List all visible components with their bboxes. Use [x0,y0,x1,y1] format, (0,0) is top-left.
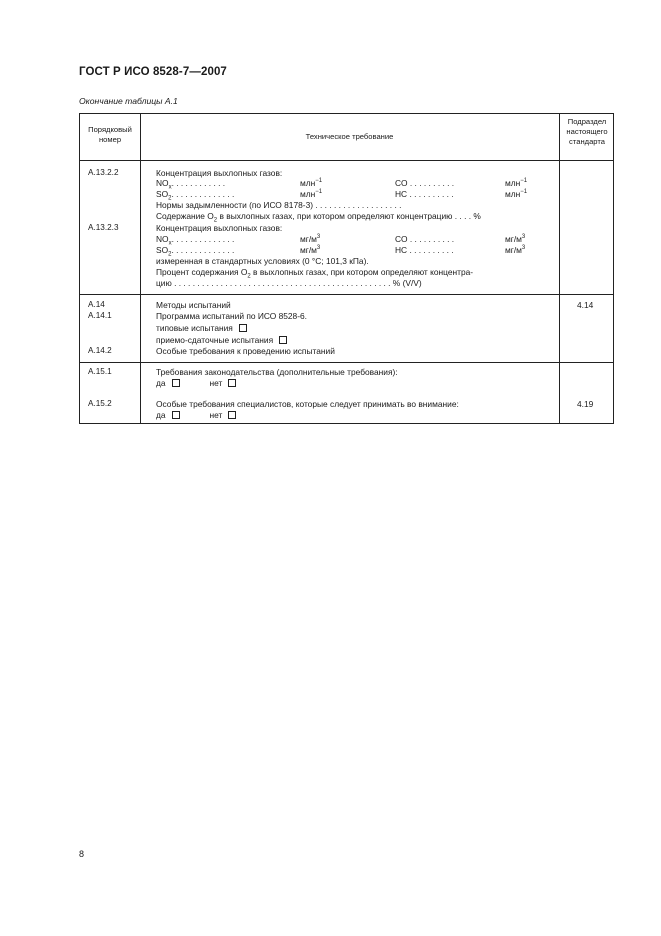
row-number: А.13.2.3 [88,223,119,232]
requirement-text: Программа испытаний по ИСО 8528-6. [156,311,307,321]
so2-unit [300,189,322,199]
no-label: нет [209,378,223,388]
row-divider [80,294,613,295]
type-tests-checkbox[interactable] [239,324,247,332]
requirement-text: Методы испытаний [156,300,231,310]
oxygen-text-end: в выхлопных газах, при котором определяют концентрацию . . . . % [217,211,481,221]
oxygen-text: Процент содержания O [156,267,248,277]
unit-superscript: 3 [316,234,321,241]
yes-label: да [156,410,166,420]
so2-subscript: 2 [168,195,172,202]
oxygen-text: Содержание O [156,211,214,221]
no-label: нет [209,410,223,420]
hc-dots: . . . . . . . . . . [409,245,454,255]
so2-subscript: 2 [168,251,172,258]
requirements-table [79,113,614,424]
nox-subscript: x [168,240,172,247]
oxygen-percent-line [156,267,474,280]
unit-superscript: 3 [521,245,526,252]
co-line [395,178,454,188]
unit-superscript: −1 [520,178,528,185]
nox-label: NO [156,178,169,188]
option-label: приемо-сдаточные испытания [156,335,274,345]
nox-line [156,178,226,191]
no-checkbox[interactable] [228,411,236,419]
nox-line [156,234,235,247]
requirement-text: Концентрация выхлопных газов: [156,223,283,233]
so2-label: SO [156,245,169,255]
hc-unit [505,245,525,255]
unit-text: млн [300,178,316,188]
header-technical-requirement: Техническое требование [305,132,394,141]
co-dots: . . . . . . . . . . [409,234,455,244]
oxygen-content-line [156,211,481,224]
requirement-text: Особые требования специалистов, которые следует принимать во внимание: [156,399,459,409]
co-unit [505,178,527,188]
nox-subscript: x [168,184,172,191]
row-number: А.15.1 [88,367,112,376]
unit-text: млн [300,189,316,199]
legislation-yes-no [156,378,236,388]
unit-text: мг/м [505,234,522,244]
smoke-norms-line: Нормы задымленности (по ИСО 8178-3) . . . . . . . . . . . . . . . . . . . [156,200,402,210]
row-divider [80,362,613,363]
yes-checkbox[interactable] [172,411,180,419]
hc-label: HC [395,245,408,255]
unit-superscript: 3 [521,234,526,241]
so2-label: SO [156,189,169,199]
subsection-reference: 4.14 [577,300,594,310]
row-number: А.13.2.2 [88,168,119,177]
requirement-text: Концентрация выхлопных газов: [156,168,283,178]
unit-text: млн [505,178,521,188]
unit-superscript: −1 [315,189,323,196]
so2-unit [300,245,320,255]
header-sequence-number: Порядковый номер [88,125,132,144]
acceptance-tests-option [156,335,287,345]
co-label: CO [395,234,408,244]
co-label: CO [395,178,408,188]
hc-line [395,189,454,199]
unit-superscript: −1 [315,178,323,185]
acceptance-tests-checkbox[interactable] [279,336,287,344]
oxygen-subscript: 2 [247,273,251,280]
co-unit [505,234,525,244]
hc-label: HC [395,189,408,199]
row-number: А.15.2 [88,399,112,408]
oxygen-percent-continuation: цию . . . . . . . . . . . . . . . . . . . . . . . . . . . . . . . . . . . . . . . . . . . . . . . % (V/V) [156,278,422,288]
co-dots: . . . . . . . . . . [409,178,455,188]
requirement-text: Особые требования к проведению испытаний [156,346,335,356]
so2-dots: . . . . . . . . . . . . . . [171,245,235,255]
hc-line [395,245,454,255]
so2-line [156,245,235,258]
standard-title: ГОСТ Р ИСО 8528-7—2007 [79,66,227,78]
nox-unit [300,178,322,188]
option-label: типовые испытания [156,323,233,333]
page-number: 8 [79,849,85,859]
no-checkbox[interactable] [228,379,236,387]
yes-checkbox[interactable] [172,379,180,387]
unit-text: млн [505,189,521,199]
requirement-text: Требования законодательства (дополнительные требования): [156,367,398,377]
header-standard-subsection: Подраздел настоящего стандарта [566,117,608,146]
standard-conditions-line: измеренная в стандартных условиях (0 °С; 101,3 кПа). [156,256,369,266]
nox-dots: . . . . . . . . . . . . . . [171,234,235,244]
oxygen-text-end: в выхлопных газах, при котором определяют концентра- [250,267,474,277]
unit-text: мг/м [300,234,317,244]
row-divider [80,160,613,161]
type-tests-option [156,323,247,333]
unit-superscript: 3 [316,245,321,252]
row-number: А.14.1 [88,311,112,320]
row-number: А.14 [88,300,105,309]
table-caption: Окончание таблицы А.1 [79,96,178,106]
row-number: А.14.2 [88,346,112,355]
yes-label: да [156,378,166,388]
hc-unit [505,189,527,199]
specialist-yes-no [156,410,236,420]
subsection-reference: 4.19 [577,399,594,409]
hc-dots: . . . . . . . . . . [409,189,454,199]
so2-dots: . . . . . . . . . . . . . . [171,189,235,199]
nox-unit [300,234,320,244]
unit-superscript: −1 [520,189,528,196]
nox-dots: . . . . . . . . . . . . [171,178,226,188]
unit-text: мг/м [505,245,522,255]
unit-text: мг/м [300,245,317,255]
oxygen-subscript: 2 [213,217,218,224]
so2-line [156,189,235,202]
co-line [395,234,454,244]
nox-label: NO [156,234,169,244]
